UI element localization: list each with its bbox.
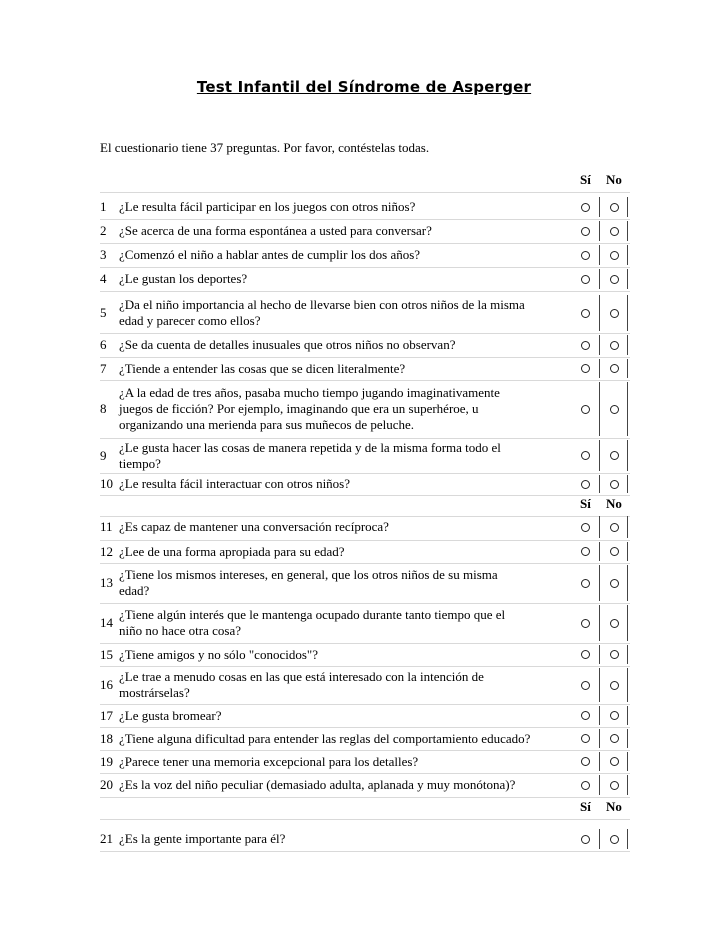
question-row xyxy=(100,267,630,292)
answer-cell-si xyxy=(574,380,596,438)
question-number: 1 xyxy=(100,199,107,214)
question-number: 15 xyxy=(100,646,113,662)
radio-si-icon[interactable] xyxy=(581,757,590,766)
question-number: 13 xyxy=(100,575,113,590)
column-divider xyxy=(627,440,628,471)
column-divider xyxy=(627,359,628,378)
radio-si-icon[interactable] xyxy=(581,203,590,212)
answer-cell-no xyxy=(603,333,625,357)
question-text xyxy=(119,219,574,243)
column-divider xyxy=(627,197,628,217)
question-text xyxy=(119,438,574,473)
header-si-label: Sí xyxy=(580,496,591,511)
answer-cell-no xyxy=(603,514,625,540)
radio-si-icon[interactable] xyxy=(581,734,590,743)
header-si-label: Sí xyxy=(580,799,591,814)
answer-cell-si xyxy=(574,727,596,750)
question-number: 4 xyxy=(100,271,107,286)
radio-si-icon[interactable] xyxy=(581,251,590,260)
question-text-line: ¿Le resulta fácil participar en los juegos con otros niños? xyxy=(119,199,416,214)
radio-si-icon[interactable] xyxy=(581,523,590,532)
column-divider xyxy=(599,516,600,538)
answer-cell-no xyxy=(603,293,625,333)
question-number: 20 xyxy=(100,777,113,792)
radio-no-icon[interactable] xyxy=(610,835,619,844)
column-divider xyxy=(627,645,628,664)
radio-no-icon[interactable] xyxy=(610,711,619,720)
question-number: 21 xyxy=(100,831,113,846)
column-divider xyxy=(599,729,600,748)
question-text-line: ¿Es la voz del niño peculiar (demasiado adulta, aplanada y muy monótona)? xyxy=(119,777,516,792)
question-row xyxy=(100,219,630,244)
question-row xyxy=(100,333,630,358)
question-text xyxy=(119,603,574,643)
question-number: 6 xyxy=(100,337,107,352)
question-text-line: tiempo? xyxy=(119,455,161,471)
radio-si-icon[interactable] xyxy=(581,341,590,350)
column-divider xyxy=(599,668,600,702)
answer-cell-si xyxy=(574,666,596,704)
radio-no-icon[interactable] xyxy=(610,405,619,414)
question-text xyxy=(119,333,574,357)
radio-no-icon[interactable] xyxy=(610,203,619,212)
question-row xyxy=(100,727,630,751)
radio-si-icon[interactable] xyxy=(581,650,590,659)
question-text-line: ¿Tiende a entender las cosas que se dicen literalmente? xyxy=(119,360,406,376)
radio-no-icon[interactable] xyxy=(610,364,619,373)
column-divider xyxy=(599,359,600,378)
question-text-line: ¿Le trae a menudo cosas en las que está interesado con la intención de xyxy=(119,669,484,684)
column-divider xyxy=(599,775,600,795)
answer-cell-no xyxy=(603,357,625,380)
answer-cell-si xyxy=(574,267,596,291)
radio-no-icon[interactable] xyxy=(610,275,619,284)
answer-cell-no xyxy=(603,243,625,267)
answer-cell-no xyxy=(603,195,625,219)
radio-no-icon[interactable] xyxy=(610,480,619,489)
question-row xyxy=(100,773,630,798)
intro-text: El cuestionario tiene 37 preguntas. Por favor, contéstelas todas. xyxy=(100,140,430,155)
radio-no-icon[interactable] xyxy=(610,619,619,628)
column-divider xyxy=(627,542,628,561)
question-text xyxy=(119,380,574,438)
question-text xyxy=(119,473,574,495)
column-divider xyxy=(599,565,600,601)
question-text xyxy=(119,195,574,219)
question-row xyxy=(100,243,630,268)
question-text-line: ¿Le gusta hacer las cosas de manera repetida y de la misma forma todo el xyxy=(119,439,501,455)
radio-no-icon[interactable] xyxy=(610,579,619,588)
answer-cell-si xyxy=(574,195,596,219)
radio-no-icon[interactable] xyxy=(610,757,619,766)
question-row xyxy=(100,293,630,334)
column-divider xyxy=(599,440,600,471)
question-text xyxy=(119,243,574,267)
question-text xyxy=(119,704,574,727)
column-divider xyxy=(599,295,600,331)
question-text-line: juegos de ficción? Por ejemplo, imaginando que era un superhéroe, u xyxy=(119,401,479,416)
question-row xyxy=(100,473,630,496)
answer-cell-si xyxy=(574,603,596,643)
column-divider xyxy=(627,269,628,289)
radio-si-icon[interactable] xyxy=(581,451,590,460)
column-divider xyxy=(627,516,628,538)
question-row xyxy=(100,750,630,774)
radio-no-icon[interactable] xyxy=(610,251,619,260)
question-text xyxy=(119,643,574,666)
column-divider xyxy=(599,752,600,771)
column-divider xyxy=(627,565,628,601)
column-divider xyxy=(599,645,600,664)
question-row xyxy=(100,357,630,381)
question-number: 5 xyxy=(100,305,107,320)
question-number: 9 xyxy=(100,447,107,463)
column-divider xyxy=(599,269,600,289)
question-text-line: ¿Le gusta bromear? xyxy=(119,707,222,723)
column-divider xyxy=(627,729,628,748)
answer-cell-si xyxy=(574,750,596,773)
answer-column-header xyxy=(100,797,630,820)
column-divider xyxy=(627,295,628,331)
answer-cell-si xyxy=(574,219,596,243)
question-text-line: ¿Comenzó el niño a hablar antes de cumplir los dos años? xyxy=(119,247,421,262)
question-text xyxy=(119,514,574,540)
radio-si-icon[interactable] xyxy=(581,835,590,844)
question-text-line: ¿A la edad de tres años, pasaba mucho tiempo jugando imaginativamente xyxy=(119,385,500,400)
column-divider xyxy=(627,475,628,493)
question-text-line: ¿Se da cuenta de detalles inusuales que otros niños no observan? xyxy=(119,337,456,352)
answer-cell-no xyxy=(603,267,625,291)
answer-cell-si xyxy=(574,333,596,357)
radio-no-icon[interactable] xyxy=(610,227,619,236)
question-row xyxy=(100,827,630,852)
answer-cell-si xyxy=(574,540,596,563)
question-number: 12 xyxy=(100,543,113,559)
answer-cell-no xyxy=(603,727,625,750)
answer-cell-si xyxy=(574,293,596,333)
question-text-line: edad y parecer como ellos? xyxy=(119,313,261,328)
answer-column-header xyxy=(100,170,630,193)
radio-no-icon[interactable] xyxy=(610,451,619,460)
question-row xyxy=(100,603,630,644)
question-text-line: ¿Lee de una forma apropiada para su edad? xyxy=(119,543,345,559)
question-row xyxy=(100,540,630,564)
question-text-line: edad? xyxy=(119,583,150,598)
answer-cell-no xyxy=(603,473,625,495)
radio-si-icon[interactable] xyxy=(581,781,590,790)
question-row xyxy=(100,563,630,604)
answer-cell-si xyxy=(574,243,596,267)
column-divider xyxy=(627,605,628,641)
question-number: 10 xyxy=(100,476,113,491)
column-divider xyxy=(599,475,600,493)
radio-no-icon[interactable] xyxy=(610,681,619,690)
question-text-line: ¿Le resulta fácil interactuar con otros niños? xyxy=(119,476,351,491)
question-text xyxy=(119,666,574,704)
answer-cell-si xyxy=(574,643,596,666)
question-row xyxy=(100,643,630,667)
question-row xyxy=(100,195,630,220)
radio-no-icon[interactable] xyxy=(610,734,619,743)
radio-si-icon[interactable] xyxy=(581,480,590,489)
question-text-line: ¿Es la gente importante para él? xyxy=(119,831,286,846)
answer-cell-no xyxy=(603,773,625,797)
radio-si-icon[interactable] xyxy=(581,579,590,588)
answer-cell-no xyxy=(603,603,625,643)
column-divider xyxy=(599,605,600,641)
question-text xyxy=(119,827,574,851)
column-divider xyxy=(599,221,600,241)
radio-si-icon[interactable] xyxy=(581,275,590,284)
column-divider xyxy=(599,197,600,217)
column-divider xyxy=(599,706,600,725)
radio-no-icon[interactable] xyxy=(610,547,619,556)
radio-no-icon[interactable] xyxy=(610,523,619,532)
question-text-line: ¿Tiene amigos y no sólo "conocidos"? xyxy=(119,646,318,662)
column-divider xyxy=(599,382,600,436)
question-row xyxy=(100,514,630,541)
column-divider xyxy=(627,221,628,241)
question-number: 8 xyxy=(100,401,107,416)
answer-cell-si xyxy=(574,827,596,851)
header-no-label: No xyxy=(606,496,622,511)
question-number: 7 xyxy=(100,360,107,376)
answer-cell-si xyxy=(574,473,596,495)
question-text xyxy=(119,267,574,291)
question-text-line: ¿Tiene algún interés que le mantenga ocupado durante tanto tiempo que el xyxy=(119,607,506,622)
question-text-line: ¿Le gustan los deportes? xyxy=(119,271,248,286)
question-text-line: organizando una merienda para sus muñecos de peluche. xyxy=(119,417,415,432)
question-number: 2 xyxy=(100,223,107,238)
answer-cell-no xyxy=(603,438,625,473)
answer-cell-no xyxy=(603,750,625,773)
answer-cell-no xyxy=(603,380,625,438)
question-text-line: ¿Se acerca de una forma espontánea a usted para conversar? xyxy=(119,223,432,238)
radio-no-icon[interactable] xyxy=(610,341,619,350)
question-text xyxy=(119,750,574,773)
question-text xyxy=(119,357,574,380)
answer-cell-si xyxy=(574,704,596,727)
question-row xyxy=(100,438,630,474)
question-text xyxy=(119,563,574,603)
answer-cell-si xyxy=(574,514,596,540)
question-text xyxy=(119,773,574,797)
radio-si-icon[interactable] xyxy=(581,681,590,690)
column-divider xyxy=(599,245,600,265)
question-number: 17 xyxy=(100,707,113,723)
answer-cell-si xyxy=(574,357,596,380)
column-divider xyxy=(627,245,628,265)
answer-cell-no xyxy=(603,704,625,727)
radio-si-icon[interactable] xyxy=(581,405,590,414)
radio-no-icon[interactable] xyxy=(610,781,619,790)
answer-cell-no xyxy=(603,666,625,704)
answer-cell-si xyxy=(574,773,596,797)
question-number: 19 xyxy=(100,753,113,769)
answer-cell-no xyxy=(603,643,625,666)
header-no-label: No xyxy=(606,799,622,814)
question-text-line: ¿Da el niño importancia al hecho de llevarse bien con otros niños de la misma xyxy=(119,297,525,312)
question-text xyxy=(119,293,574,333)
column-divider xyxy=(627,829,628,849)
header-si-label: Sí xyxy=(580,172,591,187)
answer-cell-si xyxy=(574,563,596,603)
question-number: 11 xyxy=(100,519,113,534)
radio-no-icon[interactable] xyxy=(610,309,619,318)
radio-si-icon[interactable] xyxy=(581,364,590,373)
header-no-label: No xyxy=(606,172,622,187)
question-text xyxy=(119,727,574,750)
answer-cell-no xyxy=(603,540,625,563)
column-divider xyxy=(627,668,628,702)
page-title: Test Infantil del Síndrome de Asperger xyxy=(196,78,532,96)
radio-si-icon[interactable] xyxy=(581,309,590,318)
radio-si-icon[interactable] xyxy=(581,547,590,556)
question-text-line: ¿Es capaz de mantener una conversación recíproca? xyxy=(119,519,389,534)
column-divider xyxy=(627,706,628,725)
column-divider xyxy=(627,752,628,771)
question-row xyxy=(100,704,630,728)
answer-cell-no xyxy=(603,563,625,603)
answer-cell-no xyxy=(603,827,625,851)
question-row xyxy=(100,380,630,439)
question-text-line: ¿Tiene alguna dificultad para entender las reglas del comportamiento educado? xyxy=(119,730,531,746)
question-text-line: mostrárselas? xyxy=(119,685,190,700)
radio-si-icon[interactable] xyxy=(581,711,590,720)
column-divider xyxy=(627,335,628,355)
answer-cell-si xyxy=(574,438,596,473)
question-number: 3 xyxy=(100,247,107,262)
question-number: 18 xyxy=(100,730,113,746)
answer-cell-no xyxy=(603,219,625,243)
question-number: 16 xyxy=(100,677,113,692)
column-divider xyxy=(627,382,628,436)
column-divider xyxy=(599,335,600,355)
column-divider xyxy=(599,542,600,561)
question-text-line: niño no hace otra cosa? xyxy=(119,623,242,638)
radio-si-icon[interactable] xyxy=(581,619,590,628)
question-text-line: ¿Parece tener una memoria excepcional para los detalles? xyxy=(119,753,419,769)
radio-no-icon[interactable] xyxy=(610,650,619,659)
question-row xyxy=(100,666,630,705)
column-divider xyxy=(627,775,628,795)
column-divider xyxy=(599,829,600,849)
question-text xyxy=(119,540,574,563)
question-text-line: ¿Tiene los mismos intereses, en general, que los otros niños de su misma xyxy=(119,567,498,582)
question-number: 14 xyxy=(100,615,113,630)
radio-si-icon[interactable] xyxy=(581,227,590,236)
